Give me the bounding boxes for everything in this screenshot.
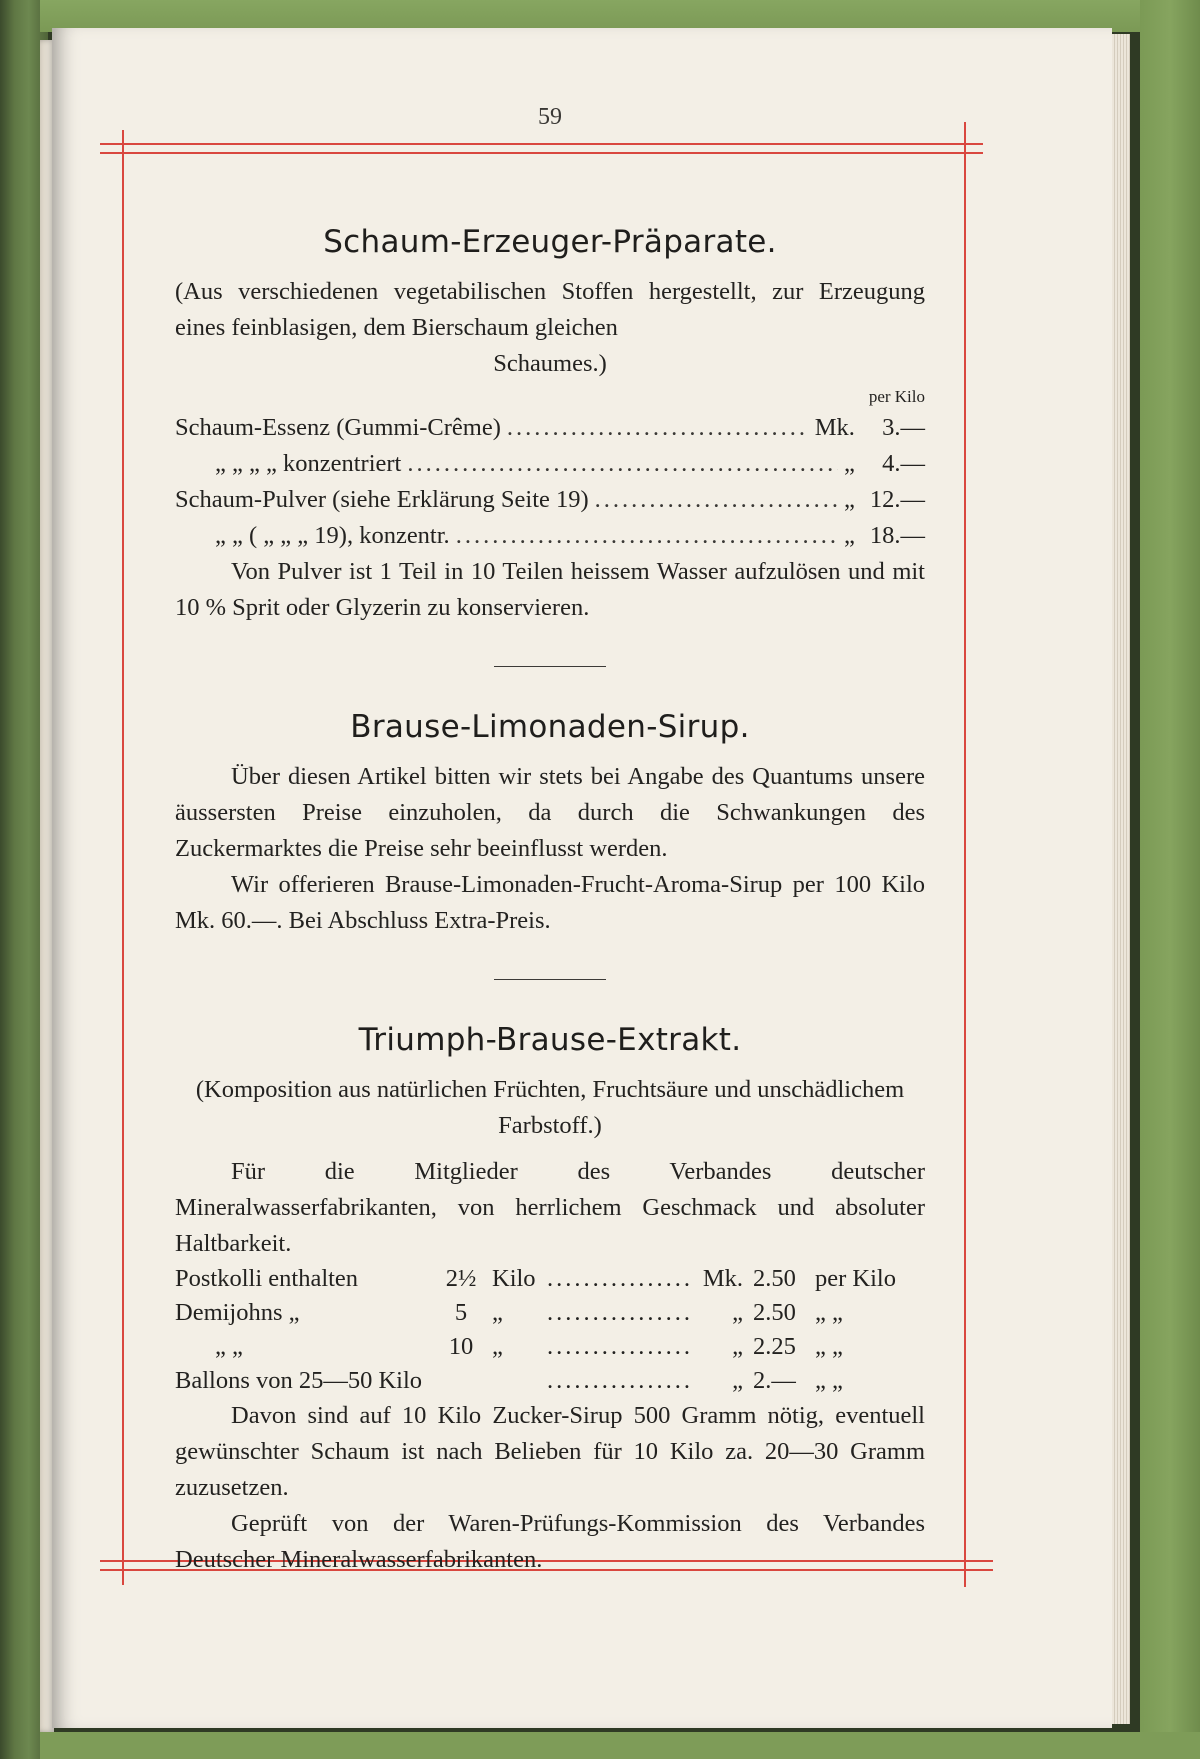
section-subtitle: (Komposition aus natürlichen Früchten, Fruchtsäure und unschädlichem Farbstoff.)	[195, 1076, 905, 1139]
currency: „	[732, 1367, 743, 1394]
price-unit: „ „	[815, 1333, 843, 1360]
price-table	[175, 1262, 925, 1398]
paragraph: Wir offerieren Brause-Limonaden-Frucht-Aroma-Sirup per 100 Kilo Mk. 60.—. Bei Abschluss Extra-Preis.	[175, 871, 925, 934]
book-cover-right	[1140, 0, 1200, 1759]
book-cover-bottom	[40, 1732, 1200, 1759]
package-name: Demijohns „	[175, 1299, 300, 1326]
package-unit: „	[492, 1333, 503, 1360]
product-price: 4.—	[882, 450, 925, 477]
package-qty: 5	[454, 1299, 468, 1326]
currency: „	[732, 1333, 743, 1360]
product-name: „ „ ( „ „ „ 19), konzentr.	[215, 522, 450, 549]
currency: „	[732, 1299, 743, 1326]
leader-dots	[407, 446, 838, 482]
paragraph: Für die Mitglieder des Verbandes deutscher Mineralwasserfabrikanten, von herrlichem Geschmack und absoluter Haltbarkeit.	[175, 1158, 925, 1257]
section-intro: (Aus verschiedenen vegetabilischen Stoffen hergestellt, zur Erzeugung eines feinblasigen, dem Bierschaum gleichen	[175, 278, 925, 341]
section-intro-end: Schaumes.)	[493, 350, 607, 377]
paragraph: Über diesen Artikel bitten wir stets bei Angabe des Quantums unsere äussersten Preise einzuholen, da durch die Schwankungen des Zuckermarktes die Preise sehr beeinflusst werden.	[175, 763, 925, 862]
package-name: Ballons von 25—50 Kilo	[175, 1367, 423, 1394]
page-stack-edge	[1112, 34, 1130, 1724]
package-qty: 10	[448, 1333, 474, 1360]
package-name: Postkolli enthalten	[175, 1265, 359, 1292]
package-qty: 2½	[445, 1265, 477, 1292]
product-name: „ „ „ „ konzentriert	[215, 450, 402, 477]
table-row	[175, 1296, 925, 1330]
table-row	[175, 1364, 925, 1398]
frame-line-right	[964, 122, 966, 1587]
price-column-header: per Kilo	[868, 387, 925, 406]
page-content	[175, 212, 925, 1578]
usage-note: Von Pulver ist 1 Teil in 10 Teilen heissem Wasser aufzulösen und mit 10 % Sprit oder Glyzerin zu konservieren.	[175, 558, 925, 621]
leader-dots	[547, 1296, 693, 1330]
package-name: „ „	[215, 1333, 243, 1360]
frame-line-top-outer	[100, 143, 983, 145]
table-row	[175, 1330, 925, 1364]
product-name: Schaum-Essenz (Gummi-Crême)	[175, 414, 501, 441]
section-divider	[494, 979, 606, 980]
product-price: 12.—	[869, 486, 925, 513]
currency: Mk.	[814, 414, 855, 441]
product-price: 18.—	[869, 522, 925, 549]
section-title-brause-sirup: Brause-Limonaden-Sirup.	[350, 709, 750, 745]
section-divider	[494, 666, 606, 667]
frame-line-top-inner	[100, 152, 983, 154]
leader-dots	[547, 1262, 693, 1296]
package-price: 2.25	[753, 1333, 796, 1360]
section-title-triumph: Triumph-Brause-Extrakt.	[358, 1022, 742, 1058]
page-number: 59	[538, 104, 562, 130]
price-unit: „ „	[815, 1367, 843, 1394]
leader-dots	[595, 482, 838, 518]
price-row	[175, 518, 925, 554]
price-row	[175, 410, 925, 446]
package-price: 2.—	[753, 1367, 796, 1394]
currency: „	[844, 522, 855, 549]
price-row	[175, 446, 925, 482]
leader-dots	[507, 410, 809, 446]
currency: Mk.	[702, 1265, 743, 1292]
paragraph: Geprüft von der Waren-Prüfungs-Kommission des Verbandes Deutscher Mineralwasserfabrikanten.	[175, 1510, 925, 1573]
paragraph: Davon sind auf 10 Kilo Zucker-Sirup 500 Gramm nötig, eventuell gewünschter Schaum ist nach Belieben für 10 Kilo za. 20—30 Gramm zuzusetzen.	[175, 1402, 925, 1501]
price-row	[175, 482, 925, 518]
section-title-schaum: Schaum-Erzeuger-Präparate.	[323, 224, 777, 260]
product-name: Schaum-Pulver (siehe Erklärung Seite 19)	[175, 486, 589, 513]
currency: „	[844, 486, 855, 513]
package-unit: „	[492, 1299, 503, 1326]
price-unit: „ „	[815, 1299, 843, 1326]
package-price: 2.50	[753, 1265, 796, 1292]
currency: „	[844, 450, 855, 477]
leader-dots	[547, 1364, 693, 1398]
product-price: 3.—	[882, 414, 925, 441]
price-unit: per Kilo	[815, 1265, 896, 1292]
leader-dots	[456, 518, 838, 554]
package-price: 2.50	[753, 1299, 796, 1326]
frame-line-left	[122, 130, 124, 1585]
table-row	[175, 1262, 925, 1296]
leader-dots	[547, 1330, 693, 1364]
package-unit: Kilo	[492, 1265, 536, 1292]
